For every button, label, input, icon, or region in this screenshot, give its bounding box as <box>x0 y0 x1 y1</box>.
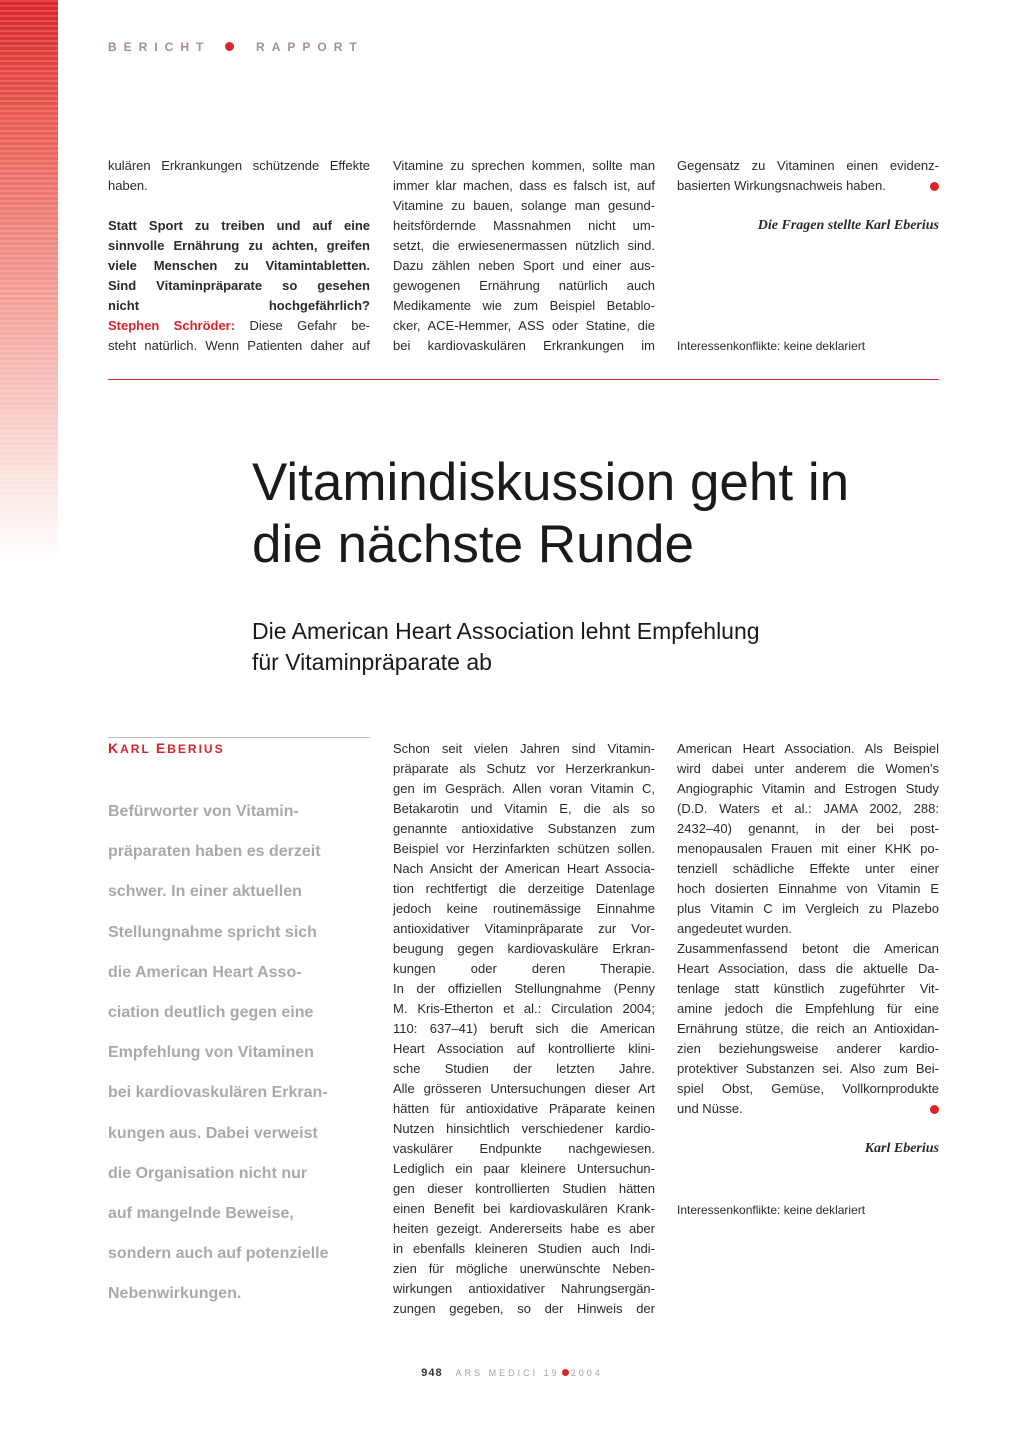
bullet-dot-icon <box>225 42 234 51</box>
article-column-3 <box>677 739 939 1220</box>
text-line: bei kardiovaskulären Erkrankungen im <box>393 338 655 353</box>
text-line: wirkungen antioxidativer Nahrungsergän- <box>393 1281 655 1296</box>
text-line: protektiver Substanzen sei. Also zum Bei- <box>677 1061 939 1076</box>
text-line: hoch dosierten Einnahme von Vitamin E <box>677 881 939 896</box>
text-line: Ernährung stütze, die reich an Antioxidan- <box>677 1021 939 1036</box>
text-line: Schon seit vielen Jahren sind Vitamin- <box>393 741 655 756</box>
text-line: (D.D. Waters et al.: JAMA 2002, 288: <box>677 801 939 816</box>
footer-dot-icon <box>562 1369 569 1376</box>
end-mark-icon <box>930 1105 939 1114</box>
text-line: gen im Gespräch. Allen voran Vitamin C, <box>393 781 655 796</box>
subtitle-line: für Vitaminpräparate ab <box>252 649 492 675</box>
text-line: tenziell schädliche Effekte unter einer <box>677 861 939 876</box>
lead-line: Befürworter von Vitamin- <box>108 803 299 820</box>
decorative-red-strip <box>0 0 58 560</box>
text-line: plus Vitamin C im Vergleich zu Plazebo <box>677 901 939 916</box>
conflict-of-interest: Interessenkonflikte: keine deklariert <box>677 1203 866 1217</box>
text-line: zien beziehungsweise anderer kardio- <box>677 1041 939 1056</box>
top-column-1 <box>108 156 370 356</box>
speaker-name: Stephen Schröder: <box>108 318 236 333</box>
text-line: Lediglich ein paar kleinere Untersuchun- <box>393 1161 655 1176</box>
text-line: genannte antioxidative Substanzen zum <box>393 821 655 836</box>
text-line: In der offiziellen Stellungnahme (Penny <box>393 981 655 996</box>
article-signature: Karl Eberius <box>864 1141 939 1156</box>
text-line: kungen oder deren Therapie. <box>393 961 655 976</box>
text-line: und Nüsse. <box>677 1101 743 1116</box>
text-line: antioxidativer Vitaminpräparate zur Vor- <box>393 921 655 936</box>
interview-question-line: viele Menschen zu Vitamintabletten. <box>108 258 370 273</box>
text-line: kulären Erkrankungen schützende Effekte <box>108 158 370 173</box>
speaker-line <box>108 316 370 336</box>
text-line: sche Studien der letzten Jahre. <box>393 1061 655 1076</box>
article-column-2 <box>393 739 655 1319</box>
text-line: American Heart Association. Als Beispiel <box>677 741 939 756</box>
lead-line: schwer. In einer aktuellen <box>108 883 302 901</box>
text-line: steht natürlich. Wenn Patienten daher auf <box>108 338 370 353</box>
text-line: gen dieser kontrollierten Studien hätten <box>393 1181 655 1196</box>
lead-line: Empfehlung von Vitaminen <box>108 1044 314 1062</box>
lead-line: ciation deutlich gegen eine <box>108 1004 314 1022</box>
section-divider <box>108 379 939 380</box>
text-line: setzt, die erwiesenermassen nützlich sind. <box>393 238 655 253</box>
lead-line: Stellungnahme spricht sich <box>108 923 317 941</box>
text-line: cker, ACE-Hemmer, ASS oder Statine, die <box>393 318 655 333</box>
text-line: wird dabei unter anderem die Women's <box>677 761 939 776</box>
lead-line: die American Heart Asso- <box>108 963 302 981</box>
author-byline: KARL EBERIUS <box>108 740 225 756</box>
article-subtitle <box>252 616 892 678</box>
lead-line: präparaten haben es derzeit <box>108 843 321 861</box>
section-label-rapport: RAPPORT <box>256 40 364 54</box>
text-line-end <box>677 176 939 196</box>
interview-question-line: Sind Vitaminpräparate so gesehen <box>108 278 370 293</box>
text-line: amine jedoch die Empfehlung für eine <box>677 1001 939 1016</box>
text-line: menopausalen Frauen mit einer KHK po- <box>677 841 939 856</box>
lead-line: Nebenwirkungen. <box>108 1285 242 1303</box>
text-line: Gegensatz zu Vitaminen einen evidenz- <box>677 158 939 173</box>
lead-line: die Organisation nicht nur <box>108 1164 308 1182</box>
top-column-3 <box>677 156 939 356</box>
text-line: angedeutet wurden. <box>677 921 792 936</box>
title-line: die nächste Runde <box>252 515 694 574</box>
text-line: gewogenen Ernährung natürlich auch <box>393 278 655 293</box>
text-line: Alle grösseren Untersuchungen dieser Art <box>393 1081 655 1096</box>
text-line: heiten gezeigt. Andererseits habe es aber <box>393 1221 655 1236</box>
text-line: hätten für antioxidative Präparate keinen <box>393 1101 655 1116</box>
text-line: immer klar machen, dass es falsch ist, auf <box>393 178 655 193</box>
text-line: Nach Ansicht der American Heart Associa- <box>393 861 655 876</box>
lead-line: auf mangelnde Beweise, <box>108 1205 294 1223</box>
text-line: Heart Association, dass die aktuelle Da- <box>677 961 939 976</box>
text-line: Vitamine zu sprechen kommen, sollte man <box>393 158 655 173</box>
subtitle-line: Die American Heart Association lehnt Empfehlung <box>252 618 760 644</box>
text-line: tenlage statt künstlich zugeführter Vit- <box>677 981 939 996</box>
text-line: 2432–40) genannt, in der bei post- <box>677 821 939 836</box>
text-line: M. Kris-Etherton et al.: Circulation 2004; <box>393 1001 655 1016</box>
text-line: heitsfördernde Massnahmen nicht um- <box>393 218 655 233</box>
section-label-bericht: BERICHT <box>108 40 211 54</box>
text-line: beugung gegen kardiovaskuläre Erkran- <box>393 941 655 956</box>
section-header <box>108 40 364 54</box>
text-line: Betakarotin und Vitamin E, die als so <box>393 801 655 816</box>
text-line: Beispiel vor Herzinfarkten schützen sollen. <box>393 841 655 856</box>
top-column-2 <box>393 156 655 356</box>
text-line: spiel Obst, Gemüse, Vollkornprodukte <box>677 1081 939 1096</box>
text-line: tion rechtfertigt die derzeitige Datenlage <box>393 881 655 896</box>
page-footer <box>0 1367 1024 1379</box>
lead-paragraph <box>108 792 370 1315</box>
text-line: Angiographic Vitamin and Estrogen Study <box>677 781 939 796</box>
text-line: Medikamente wie zum Beispiel Betablo- <box>393 298 655 313</box>
lead-line: kungen aus. Dabei verweist <box>108 1124 318 1142</box>
title-line: Vitamindiskussion geht in <box>252 453 850 512</box>
page-number: 948 <box>421 1367 443 1379</box>
interview-signature: Die Fragen stellte Karl Eberius <box>757 218 939 233</box>
text-line: Vitamine zu bauen, solange man gesund- <box>393 198 655 213</box>
lead-line: bei kardiovaskulären Erkran- <box>108 1084 328 1102</box>
speaker-text: Diese Gefahr be- <box>235 318 371 333</box>
text-line: haben. <box>108 178 148 193</box>
text-line-end <box>677 1099 939 1119</box>
conflict-of-interest: Interessenkonflikte: keine deklariert <box>677 339 866 353</box>
text-line: 110: 637–41) beruft sich die American <box>393 1021 655 1036</box>
author-rule <box>108 737 370 738</box>
text-line: einen Benefit bei kardiovaskulären Krank- <box>393 1201 655 1216</box>
journal-year: 2004 <box>570 1368 603 1378</box>
text-line: präparate als Schutz vor Herzerkrankun- <box>393 761 655 776</box>
text-line: Nutzen hinsichtlich verschiedener kardio- <box>393 1121 655 1136</box>
text-line: in ebenfalls kleineren Studien auch Indi- <box>393 1241 655 1256</box>
end-mark-icon <box>930 182 939 191</box>
text-line: vaskulärer Endpunkte nachgewiesen. <box>393 1141 655 1156</box>
text-line: Zusammenfassend betont die American <box>677 941 939 956</box>
text-line: jedoch keine routinemässige Einnahme <box>393 901 655 916</box>
article-title <box>252 452 952 576</box>
text-line: zien für mögliche unerwünschte Neben- <box>393 1261 655 1276</box>
text-line: basierten Wirkungsnachweis haben. <box>677 178 886 193</box>
text-line: Dazu zählen neben Sport und einer aus- <box>393 258 655 273</box>
interview-question-line: nicht hochgefährlich? <box>108 298 370 313</box>
journal-name: ARS MEDICI 19 <box>455 1368 560 1378</box>
lead-line: sondern auch auf potenzielle <box>108 1245 329 1263</box>
text-line: zungen gegeben, so der Hinweis der <box>393 1301 655 1316</box>
interview-question-line: sinnvolle Ernährung zu achten, greifen <box>108 238 370 253</box>
interview-question-line: Statt Sport zu treiben und auf eine <box>108 218 370 233</box>
text-line: Heart Association auf kontrollierte klini- <box>393 1041 655 1056</box>
